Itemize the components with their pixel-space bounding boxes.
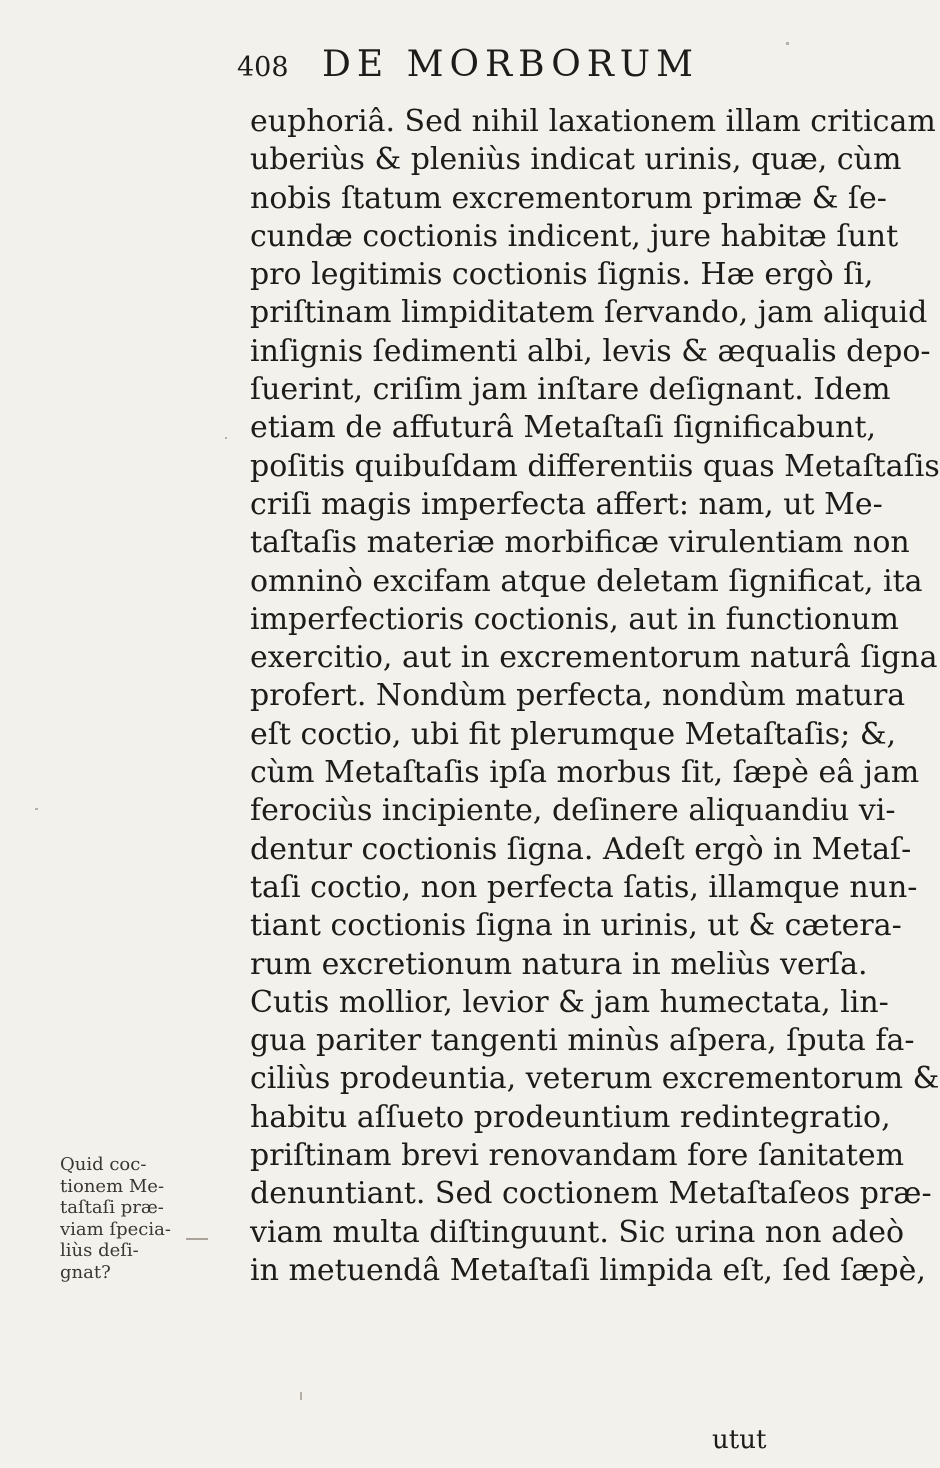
paper-speck xyxy=(225,437,227,439)
text-line: etiam de affuturâ Metaſtaſi ſignificabunt, xyxy=(250,410,877,446)
text-line: ciliùs prodeuntia, veterum excrementorum & xyxy=(250,1061,940,1097)
text-line: denuntiant. Sed coctionem Metaſtaſeos præ- xyxy=(250,1176,932,1212)
marginal-note-line: tionem Me- xyxy=(60,1175,165,1197)
page-header xyxy=(237,44,757,94)
text-line: taſtaſis materiæ morbificæ virulentiam non xyxy=(250,525,910,561)
text-line: eſt coctio, ubi fit plerumque Metaſtaſis; &, xyxy=(250,716,897,752)
marginal-note-line: liùs deſi- xyxy=(60,1240,139,1261)
text-line: rum excretionum natura in meliùs verſa. xyxy=(250,946,868,982)
text-line: cundæ coctionis indicent, jure habitæ ſunt xyxy=(250,218,899,254)
text-line: nobis ſtatum excrementorum primæ & ſe- xyxy=(250,180,887,216)
text-line: ferociùs incipiente, deſinere aliquandiu vi- xyxy=(250,793,896,829)
text-line: criſi magis imperfecta affert: nam, ut Me- xyxy=(250,486,883,522)
text-line: ſuerint, criſim jam inſtare deſignant. Idem xyxy=(250,372,891,408)
text-line: gua pariter tangenti minùs aſpera, ſputa fa- xyxy=(250,1023,915,1059)
text-line: tiant coctionis ſigna in urinis, ut & cætera- xyxy=(250,908,902,944)
page-number: 408 xyxy=(237,52,289,83)
marginal-note-line: Quid coc- xyxy=(60,1154,147,1175)
paper-speck xyxy=(300,1392,302,1400)
running-title: DE MORBORUM xyxy=(322,44,700,85)
text-line: cùm Metaſtaſis ipſa morbus ſit, ſæpè eâ jam xyxy=(250,755,920,791)
marginal-note-line: gnat? xyxy=(60,1261,111,1283)
text-line: habitu aſſueto prodeuntium redintegratio, xyxy=(250,1099,891,1135)
text-line: pro legitimis coctionis ſignis. Hæ ergò ſi, xyxy=(250,257,874,293)
text-line: dentur coctionis ſigna. Adeſt ergò in Metaſ- xyxy=(250,831,912,867)
paper-speck xyxy=(786,42,789,45)
main-text xyxy=(250,103,940,1290)
text-line: inſignis ſedimenti albi, levis & æqualis depo- xyxy=(250,333,931,369)
text-line: uberiùs & pleniùs indicat urinis, quæ, cùm xyxy=(250,142,902,178)
catchword: utut xyxy=(712,1425,767,1455)
text-line: imperfectioris coctionis, aut in functionum xyxy=(250,601,899,637)
text-line: viam multa diſtinguunt. Sic urina non adeò xyxy=(250,1214,905,1250)
margin-dash-mark xyxy=(186,1238,208,1240)
text-line: taſi coctio, non perfecta ſatis, illamque nun- xyxy=(250,869,918,905)
text-line: profert. Nondùm perfecta, nondùm matura xyxy=(250,678,906,714)
marginal-note-line: taſtaſi præ- xyxy=(60,1197,164,1218)
marginal-note xyxy=(60,1154,230,1283)
text-line: Cutis mollior, levior & jam humectata, lin- xyxy=(250,984,889,1020)
text-line: priſtinam brevi renovandam fore ſanitatem xyxy=(250,1138,905,1174)
text-line: in metuendâ Metaſtaſi limpida eſt, ſed ſæpè, xyxy=(250,1252,926,1288)
marginal-note-line: viam ſpecia- xyxy=(60,1218,171,1240)
text-line: omninò excifam atque deletam ſignificat, ita xyxy=(250,563,923,599)
text-line: euphoriâ. Sed nihil laxationem illam criticam xyxy=(250,104,936,139)
text-line: poſitis quibuſdam differentiis quas Metaſtaſis xyxy=(250,448,940,484)
paper-speck xyxy=(35,808,38,810)
text-line: exercitio, aut in excrementorum naturâ ſigna xyxy=(250,640,938,676)
text-line: priſtinam limpiditatem ſervando, jam aliquid xyxy=(250,295,928,331)
